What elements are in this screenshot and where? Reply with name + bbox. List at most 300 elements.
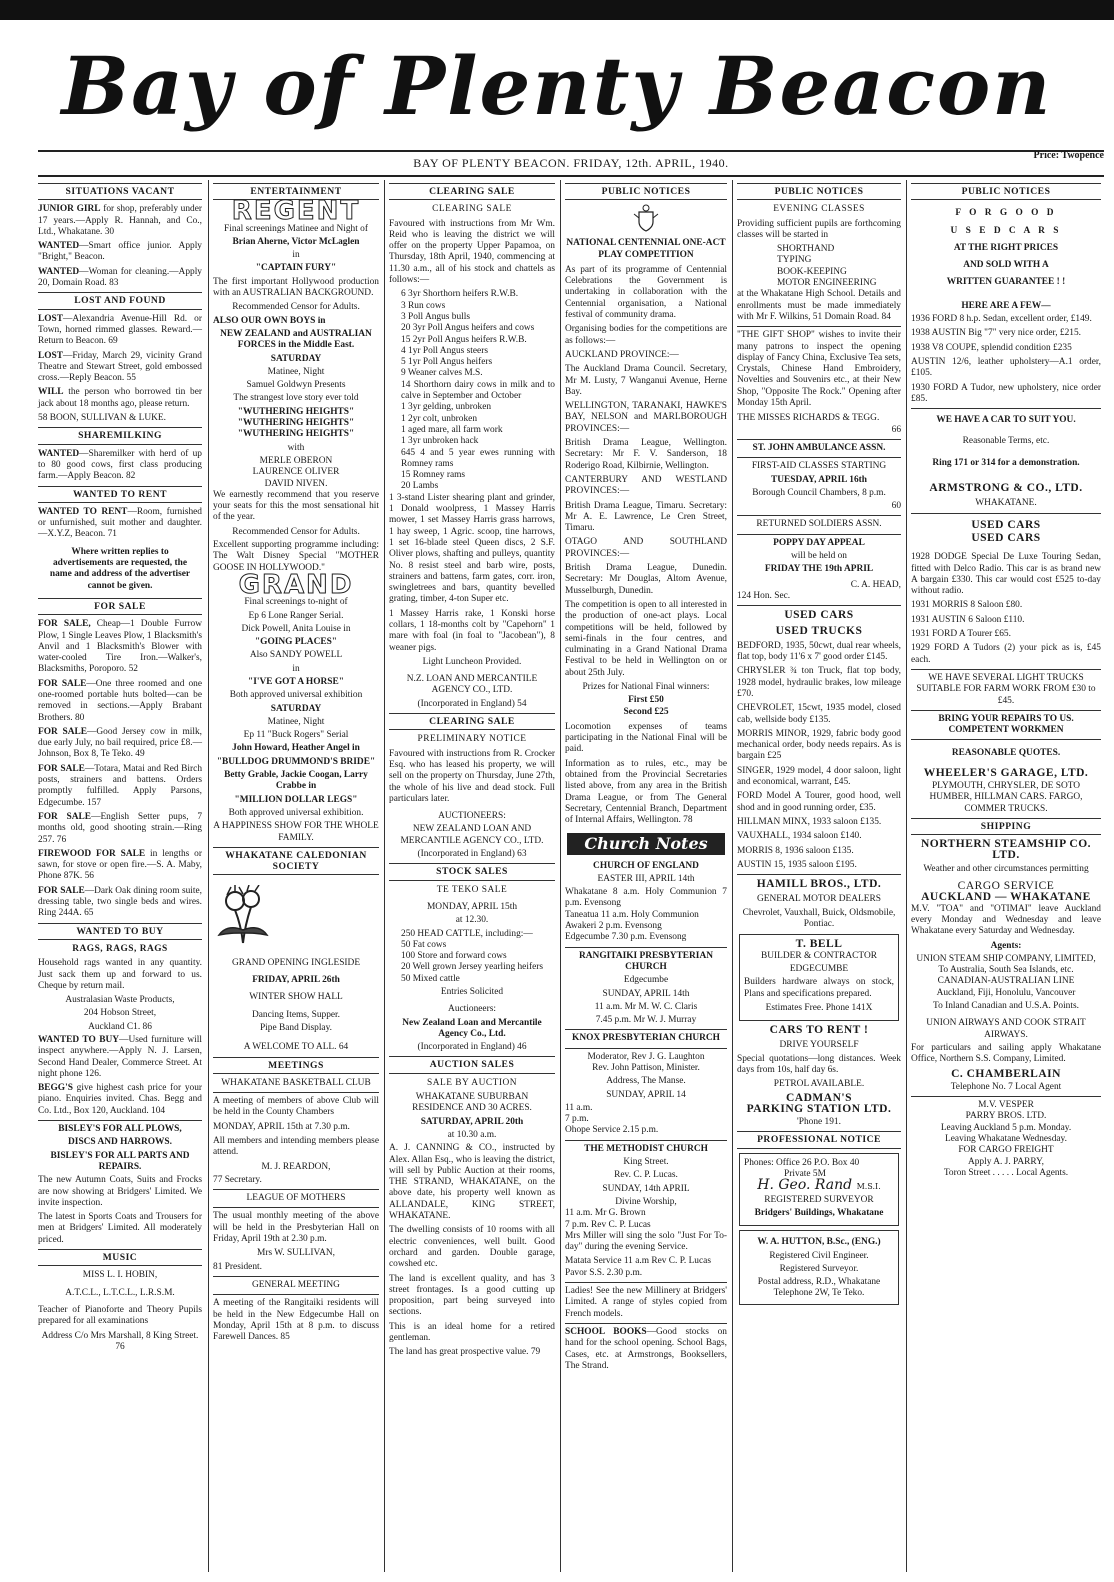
ad-headline: WRITTEN GUARANTEE ! ! [946, 277, 1066, 288]
classified-ad: FIREWOOD FOR SALE in lengths or sawn, for stove or open fire.—S. A. Maby, Phone 87K. 56 [38, 848, 202, 882]
ad-body: The new Autumn Coats, Suits and Frocks are now showing at Bridgers' Limited. We invite inspection. [38, 1175, 202, 1208]
ad-line: Ring 171 or 314 for a demonstration. [932, 457, 1080, 468]
church-line: King Street. [623, 1157, 669, 1168]
ad-headline: CARS TO RENT ! [769, 1024, 869, 1037]
teacher-name: MISS L. I. HOBIN, [82, 1270, 158, 1281]
classified-ad: FOR SALE—Totara, Matai and Red Birch posts, strainers and battens. Orders promptly fulfilled. Apply Parsons, Edgecumbe. 157 [38, 763, 203, 808]
regent-logo: REGENT [231, 196, 361, 227]
coat-of-arms-icon [631, 204, 661, 234]
ad-line: Both approved universal exhibition. [228, 807, 364, 818]
ad-line: GENERAL MOTOR DEALERS [757, 894, 881, 905]
ad-line: The first important Hollywood production with an AUSTRALIAN BACKGROUND. [213, 276, 379, 299]
ad-line: ALSO OUR OWN BOYS in [213, 315, 326, 326]
ad-line: WE HAVE SEVERAL LIGHT TRUCKS SUITABLE FOR FARM WORK FROM £30 to £45. [916, 672, 1096, 706]
notice-body: FIRST-AID CLASSES STARTING [751, 461, 887, 472]
reply-notice: Where written replies to advertisements are requested, the name and address of the advertiser cannot be given. [49, 546, 191, 591]
dealer-name: ARMSTRONG & CO., LTD. [929, 482, 1083, 495]
notice-signature: C. A. HEAD, [850, 579, 901, 590]
classified-ad: WANTED TO BUY—Used furniture will inspect anywhere.—Apply N. J. Larsen, Second Hand Dealer, Commerce Street. At night phone 126. [38, 1035, 202, 1079]
church-line: 11 a.m. [565, 1102, 593, 1113]
classified-ad: LOST—Alexandria Avenue-Hill Rd. or Town, horned rimmed glasses. Reward.—Return to Beacon. 69 [38, 313, 202, 347]
ad-line: Telephone No. 7 Local Agent [950, 1081, 1062, 1092]
notice-body: TUESDAY, APRIL 16th [771, 474, 867, 485]
list-item: 5 1yr Poll Angus heifers [401, 357, 493, 368]
surveyor-box [739, 1153, 899, 1226]
ad-line: Reasonable Terms, etc. [962, 436, 1050, 447]
ad-body: Ladies! See the new Millinery at Bridgers' Limited. A range of styles copied from French models. [565, 1286, 727, 1319]
ad-line: Leaving Whakatane Wednesday. [945, 1134, 1067, 1144]
section-header: LOST AND FOUND [38, 292, 202, 309]
ad-body: 1 Massey Harris rake, 1 Konski horse collars, 1 18-months colt by "Capehorn" 1 mare with foal (in foal to "Jacobean"), 8 weaner pigs. [389, 608, 555, 653]
business-name: CADMAN'S [786, 1091, 852, 1104]
ad-headline: U S E D C A R S [950, 225, 1062, 236]
classified-ad: SCHOOL BOOKS—Good stocks on hand for the school opening. School Bags, Cases, etc. at Armstrongs, Booksellers, The Strand. [565, 1326, 727, 1371]
dateline-rule [38, 175, 1104, 177]
car-listing: VAUXHALL, 1934 saloon £140. [737, 831, 862, 842]
church-line: EASTER III, APRIL 14th [597, 873, 695, 884]
ad-line: John Howard, Heather Angel in [232, 743, 360, 754]
church-line: 7.45 p.m. Mr W. J. Murray [595, 1015, 697, 1026]
notice-body: "THE GIFT SHOP" wishes to invite their many patrons to inspect the opening display of Fancy China, Exclusive Tea sets, Crystals, Chinese Hand Embroidery, Novelties and Souvenirs etc., at their New Shop, "Opposite The Rock." Opening after Monday 15th April. [737, 330, 901, 409]
ad-line: UNION AIRWAYS AND COOK STRAIT AIRWAYS. [926, 1018, 1086, 1040]
list-item: 250 HEAD CATTLE, including:— [401, 928, 533, 939]
church-line: Edgecumbe [623, 975, 669, 986]
list-item: 9 Weaner calves M.S. [401, 368, 483, 379]
top-border [0, 0, 1114, 20]
ad-body: M.V. "TOA" and "OTIMAI" leave Auckland every Monday and Wednesday and leave Whakatane every Saturday and Wednesday. [911, 903, 1101, 937]
ad-headline: WE HAVE A CAR TO SUIT YOU. [936, 415, 1076, 426]
ad-body: For particulars and sailing apply Whakatane Office, Northern S.S. Company, Limited. [911, 1042, 1101, 1065]
notice-body: All members and intending members please attend. [213, 1136, 379, 1158]
car-listing: 1928 DODGE Special De Luxe Touring Sedan, fitted with Delco Radio. This car is as brand new A bargain £330. This car would cost £525 to-day without radio. [911, 552, 1101, 597]
ad-line: M.V. VESPER [978, 1100, 1034, 1111]
section-header: CLEARING SALE [389, 713, 555, 730]
ad-line: Betty Grable, Jackie Coogan, Larry Crabbe in [224, 770, 368, 792]
ad-headline: USED TRUCKS [775, 624, 863, 637]
section-header: STOCK SALES [389, 863, 555, 880]
list-item: 6 3yr Shorthorn heifers R.W.B. [401, 289, 519, 300]
ad-line: GRAND OPENING INGLESIDE [231, 957, 361, 968]
notice-title: WHAKATANE BASKETBALL CLUB [221, 1077, 371, 1088]
classified-ad: FOR SALE—One three roomed and one one-roomed portable huts bolted—can be removed in sections.—Apply Brabant Brothers. 80 [38, 678, 202, 723]
ad-body: The land is excellent quality, and has 3 street frontages. Is a good cutting up proposition, part being surveyed into sections. [389, 1273, 555, 1318]
prize-line: Second £25 [623, 706, 669, 717]
builder-box [739, 934, 899, 1021]
ad-line: REASONABLE QUOTES. [951, 748, 1061, 759]
ad-body: Special quotations—long distances. Week days from 10s, half day 6s. [737, 1053, 901, 1075]
church-title: THE METHODIST CHURCH [584, 1143, 708, 1154]
ad-body: This is an ideal home for a retired gentleman. [389, 1321, 555, 1344]
ad-line: Recommended Censor for Adults. [232, 302, 360, 313]
notice-title: NATIONAL CENTENNIAL ONE-ACT PLAY COMPETITION [566, 238, 726, 260]
section-header: SITUATIONS VACANT [38, 183, 202, 200]
classified-ad: FOR SALE, Cheap—1 Double Furrow Plow, 1 Single Leaves Plow, 1 Blacksmith's Anvil and 1 Blacksmith's Blower with water-cooled Tire Iron.—Walker's, Blacksmiths, Poroporo. 52 [38, 619, 203, 675]
notice-body: Organising bodies for the competitions are as follows:— [565, 324, 727, 346]
ad-line: Ep 6 Lone Ranger Serial. [248, 610, 344, 621]
section-header: SHIPPING [911, 818, 1101, 835]
church-line: Edgecumbe 7.30 p.m. Evensong [565, 932, 687, 943]
car-listing: 1938 AUSTIN Big "7" very nice order, £215. [911, 328, 1082, 339]
dealer-name: WHEELER'S GARAGE, LTD. [923, 766, 1089, 779]
church-line: SUNDAY, APRIL 14 [606, 1089, 686, 1100]
ad-line: PETROL AVAILABLE. [773, 1079, 865, 1090]
ad-title: BISLEY'S FOR ALL PLOWS, [58, 1124, 182, 1135]
church-title: CHURCH OF ENGLAND [593, 860, 699, 871]
list-item: 645 4 and 5 year ewes running with Romney rams [401, 447, 555, 469]
church-line: Ohope Service 2.15 p.m. [565, 1125, 659, 1136]
ad-line: Dick Powell, Anita Louise in [241, 623, 351, 634]
ad-line: in [292, 250, 300, 261]
church-line: 7 p.m. Rev C. P. Lucas [565, 1219, 651, 1230]
notice-title: GENERAL MEETING [252, 1279, 340, 1290]
ad-line: (Incorporated in England) 63 [417, 849, 527, 860]
auctioneer-name: New Zealand Loan and Mercantile Agency Co., Ltd. [402, 1017, 542, 1039]
ad-line: Matinee, Night [267, 366, 325, 377]
list-item: 1 aged mare, all farm work [401, 424, 503, 435]
notice-title: RETURNED SOLDIERS ASSN. [756, 519, 882, 530]
ad-address: Auckland C1. 86 [88, 1021, 152, 1032]
ad-line: Also SANDY POWELL [249, 650, 343, 661]
ad-body: The land has great prospective value. 79 [389, 1347, 541, 1358]
ad-line: Brian Aherne, Victor McLaglen [232, 236, 360, 247]
classified-ad: WANTED—Smart office junior. Apply "Bright," Beacon. [38, 241, 202, 263]
ad-line: WHAKATANE. [975, 498, 1037, 509]
list-item: SHORTHAND [777, 244, 835, 255]
section-header: PUBLIC NOTICES [737, 183, 901, 200]
notice-body: British Drama League, Wellington. Secretary: Mr F. V. Sanderson, 18 Roderigo Road, Kilbirnie, Wellington. [565, 438, 727, 471]
church-line: Whakatane 8 a.m. Holy Communion 7 p.m. Evensong [565, 887, 727, 909]
column-entertainment [208, 180, 383, 1572]
section-header: PUBLIC NOTICES [565, 183, 727, 200]
ad-line: (Incorporated in England) 46 [417, 1042, 527, 1053]
ad-line: Estimates Free. Phone 141X [765, 1002, 873, 1013]
section-header: WHAKATANE CALEDONIAN SOCIETY [213, 847, 379, 876]
film-title: "I'VE GOT A HORSE" [248, 676, 344, 687]
ad-line: Pipe Band Display. [259, 1022, 333, 1033]
film-title: "WUTHERING HEIGHTS" [237, 406, 355, 417]
ad-line: SATURDAY [270, 703, 322, 714]
church-line: 7 p.m. [565, 1114, 589, 1125]
notice-signature: THE MISSES RICHARDS & TEGG. [737, 413, 880, 424]
ad-line: MONDAY, APRIL 15th [426, 901, 518, 912]
ad-body: Builders hardware always on stock, Plans and specifications prepared. [744, 977, 894, 999]
car-listing: AUSTIN 12/6, leather upholstery—A.1 order, £105. [911, 356, 1101, 379]
list-item: 20 Lambs [401, 481, 439, 492]
car-listing: 1930 FORD A Tudor, new upholstery, nice order £85. [911, 382, 1101, 404]
ad-line: (Incorporated in England) 54 [417, 698, 527, 709]
ad-line: We earnestly recommend that you reserve your seats for this the most sensational hit of the year. [213, 489, 379, 523]
notice-body: The competition is open to all interested in the production of one-act plays. Local competitions will be held, followed by semi-finals in the four centres, and culminating in a Grand National Drama Festival to be held in Wellington on or about 25th July. [565, 599, 727, 678]
notice-body: Locomotion expenses of teams participating in the National Final will be paid. [565, 721, 727, 755]
section-header: FOR SALE [38, 598, 202, 615]
classified-ad: FOR SALE—Dark Oak dining room suite, dressing table, two single beds and wires. Ring 244A. 65 [38, 885, 202, 919]
ad-headline: AND SOLD WITH A [963, 260, 1049, 271]
ad-headline: CARGO SERVICE [957, 880, 1055, 893]
cast-name: LAURENCE OLIVER [252, 467, 340, 478]
section-header: WANTED TO RENT [38, 486, 202, 503]
church-line: Rev. John Pattison, Minister. [592, 1063, 700, 1073]
section-header: AUCTION SALES [389, 1056, 555, 1073]
ad-line: UNION STEAM SHIP COMPANY, LIMITED, [916, 953, 1096, 964]
stock-list [401, 289, 555, 492]
builder-name: T. BELL [795, 938, 843, 951]
section-header: WANTED TO BUY [38, 923, 202, 940]
ad-title: SALE BY AUCTION [427, 1077, 517, 1088]
ad-line: A HAPPINESS SHOW FOR THE WHOLE FAMILY. [213, 821, 379, 843]
ad-line: To Inland Canadian and U.S.A. Points. [933, 1001, 1079, 1012]
list-item: TYPING [777, 255, 812, 266]
ad-line: Auctioneers: [448, 1004, 496, 1015]
section-header: CLEARING SALE [389, 183, 555, 200]
classified-ad: WANTED—Sharemilker with herd of up to 80 good cows, first class producing farm.—Apply Beacon. 82 [38, 448, 202, 482]
notice-body: Prizes for National Final winners: [582, 681, 710, 692]
cast-name: MERLE OBERON [259, 455, 333, 466]
masthead-rule [38, 150, 1104, 152]
car-listing: CHRYSLER ¾ ton Truck, flat top body, 1928 model, hydraulic brakes, low mileage £70. [737, 666, 901, 699]
ad-line: Ep 11 "Buck Rogers" Serial [243, 730, 349, 741]
ad-line: with [287, 442, 305, 453]
ad-title: BISLEY'S FOR ALL PARTS AND REPAIRS. [50, 1150, 190, 1172]
church-notes-banner: Church Notes [567, 833, 725, 855]
price-label: Price: Twopence [1033, 150, 1104, 161]
church-line: Address, The Manse. [606, 1076, 686, 1087]
notice-body: WELLINGTON, TARANAKI, HAWKE'S BAY, NELSON and MARLBOROUGH PROVINCES:— [565, 401, 727, 434]
ad-title: RAGS, RAGS, RAGS [72, 943, 168, 954]
engineer-box [739, 1230, 899, 1304]
dateline [38, 150, 1104, 174]
film-title: "BULLDOG DRUMMOND'S BRIDE" [216, 756, 376, 767]
notice-title: ST. JOHN AMBULANCE ASSN. [752, 442, 886, 453]
car-listing: 1931 MORRIS 8 Saloon £80. [911, 600, 1023, 611]
ad-line: REGISTERED SURVEYOR [764, 1194, 874, 1205]
surveyor-signature: H. Geo. Rand M.S.I. [757, 1177, 881, 1194]
ad-headline: USED CARS [784, 609, 854, 622]
ad-body: Favoured with instructions from Mr Wm. Reid who is leaving the district we will offer on the property Upper Papamoa, on Thursday, 18th April, 1940, commencing at 11.30 a.m., all of his stock and chattels as follows:— [389, 218, 555, 286]
car-listing: MORRIS 8, 1936 saloon £135. [737, 845, 854, 856]
ad-line: Registered Civil Engineer. [769, 1250, 869, 1261]
notice-body: The usual monthly meeting of the above will be held in the Presbyterian Hall on Friday, April 19th at 2.30 p.m. [213, 1211, 379, 1245]
notice-body: will be held on [791, 551, 847, 562]
notice-signature: Mrs W. SULLIVAN, [257, 1248, 335, 1259]
ad-line: BUILDER & CONTRACTOR [761, 950, 877, 961]
ad-line: Light Luncheon Provided. [422, 656, 522, 667]
ad-line: CANADIAN-AUSTRALIAN LINE [937, 976, 1075, 987]
classified-ad: FOR SALE—English Setter pups, 7 months old, good shooting strain.—Ring 257. 76 [38, 811, 203, 845]
church-line: Divine Worship, [615, 1196, 677, 1207]
column-notices-cars [732, 180, 905, 1572]
business-name: PARKING STATION LTD. [746, 1102, 892, 1115]
ad-line: Recommended Censor for Adults. [232, 526, 360, 537]
ad-line: WINTER SHOW HALL [249, 992, 343, 1003]
film-title: "MILLION DOLLAR LEGS" [234, 794, 358, 805]
notice-signature: 66 [891, 424, 901, 435]
ad-title: CLEARING SALE [432, 204, 512, 215]
car-list [911, 314, 1101, 405]
notice-body: at the Whakatane High School. Details and enrollments must be made immediately with Mr F. Wilkins, 51 Domain Road. 84 [737, 289, 901, 322]
notice-body: Borough Council Chambers, 8 p.m. [752, 487, 886, 498]
ad-line: Dancing Items, Supper. [251, 1009, 340, 1020]
ad-line: Samuel Goldwyn Presents [246, 380, 346, 391]
ad-line: Final screenings Matinee and Night of [224, 223, 368, 234]
ad-line: Matinee, Night [267, 716, 325, 727]
ad-title: DISCS AND HARROWS. [68, 1137, 172, 1148]
classified-ad: FOR SALE—Good Jersey cow in milk, due early July, no bail required, price £8.—Johnson, Box 8, Te Teko. 49 [38, 726, 202, 760]
notice-title: EVENING CLASSES [773, 204, 865, 215]
list-item: 1 2yr colt, unbroken [401, 413, 478, 424]
ad-body: The dwelling consists of 10 rooms with all electric conveniences, well built. Good orchard and garden. Double garage, cowshed etc. [389, 1225, 555, 1270]
section-header: ENTERTAINMENT [213, 183, 379, 200]
ad-line: Auckland, Fiji, Honolulu, Vancouver [936, 987, 1076, 998]
film-title: "WUTHERING HEIGHTS" [237, 429, 355, 440]
ad-line: at 12.30. [455, 915, 489, 926]
notice-body: CANTERBURY AND WESTLAND PROVINCES:— [565, 474, 727, 497]
ad-address: 204 Hobson Street, [83, 1008, 157, 1019]
notice-body: The Auckland Drama Council. Secretary, Mr M. Lusty, 7 Wanganui Avenue, Herne Bay. [565, 364, 727, 397]
ad-line: Weather and other circumstances permitting [923, 863, 1089, 874]
ad-line: Final screenings to-night of [244, 597, 348, 608]
masthead-title: Bay of Plenty Beacon [61, 39, 1053, 133]
ad-line: at 10.30 a.m. [447, 1129, 497, 1140]
list-item: MOTOR ENGINEERING [777, 278, 877, 289]
list-item: BOOK-KEEPING [777, 266, 847, 277]
car-listing: AUSTIN 15, 1935 saloon £195. [737, 859, 857, 870]
notice-body: FRIDAY THE 19th APRIL [764, 564, 874, 575]
church-line: Mrs Miller will sing the solo "Just For To-day" during the evening Service. [565, 1230, 727, 1253]
list-item: 3 Poll Angus bulls [401, 311, 471, 322]
notice-body: British Drama League, Dunedin. Secretary: Mr Douglas, Altom Avenue, Musselburgh, Dunedin. [565, 563, 727, 596]
dealer-name: HAMILL BROS., LTD. [756, 878, 882, 891]
ad-line: in [292, 663, 300, 674]
car-listing: BEDFORD, 1935, 50cwt, dual rear wheels, flat top, body 11'6 x 7' good order £145. [737, 640, 901, 663]
auctioneer-name: NEW ZEALAND LOAN AND MERCANTILE AGENCY CO., LTD. [400, 824, 544, 846]
ad-line: PLYMOUTH, CHRYSLER, DE SOTO HUMBER, HILLMAN CARS. FARGO, COMMER TRUCKS. [929, 780, 1083, 814]
church-line: SUNDAY, 14th APRIL [602, 1183, 690, 1194]
ad-line: FRIDAY, APRIL 26th [252, 975, 340, 986]
list-item: 100 Store and forward cows [401, 951, 507, 962]
page-columns [34, 180, 1106, 1572]
class-list [777, 244, 901, 289]
list-item: 4 1yr Poll Angus steers [401, 345, 488, 356]
classified-ad: JUNIOR GIRL for shop, preferably under 17 years.—Apply R. Hannah, and Co., Ltd., Whakatane. 30 [38, 204, 202, 237]
ad-line: DRIVE YOURSELF [779, 1040, 859, 1051]
dateline-text: BAY OF PLENTY BEACON. FRIDAY, 12th. APRIL, 1940. [413, 156, 729, 170]
list-item: 1 3yr gelding, unbroken [401, 402, 492, 413]
church-line: Awakeri 2 p.m. Evensong [565, 921, 662, 932]
grand-logo: GRAND [238, 569, 354, 600]
car-listing: SINGER, 1929 model, 4 door saloon, light and economical, warrant, £45. [737, 765, 901, 788]
list-item: 15 2yr Poll Angus heifers R.W.B. [401, 334, 527, 345]
list-item: 3 Run cows [401, 300, 446, 311]
column-public-notices [560, 180, 731, 1572]
ad-line: AUCTIONEERS: [438, 811, 506, 822]
list-item: 14 Shorthorn dairy cows in milk and to calve in September and October [401, 379, 555, 402]
notice-body: Information as to rules, etc., may be obtained from the Provincial Secretaries listed above, from any area in the British Drama League, or from The General Secretary, Centennial Branch, Department of Internal Affairs, Wellington. 78 [565, 758, 727, 826]
notice-signature: 124 Hon. Sec. [737, 590, 791, 601]
church-title: RANGITAIKI PRESBYTERIAN CHURCH [579, 950, 713, 972]
church-line: Taneatua 11 a.m. Holy Communion [565, 909, 699, 920]
church-line: 11 a.m. Mr M. W. C. Claris [594, 1001, 698, 1012]
car-listing: MORRIS MINOR, 1929, fabric body good mechanical order, body needs repairs. As is bargain £25 [737, 728, 901, 762]
church-line: Rev. C. P. Lucas. [614, 1170, 678, 1181]
car-listing: CHEVROLET, 15cwt, 1935 model, closed cab, wellside body £135. [737, 703, 901, 725]
notice-body: British Drama League, Timaru. Secretary: Mr A. E. Lawrence, Le Cren Street, Timaru. [565, 500, 727, 534]
ad-headline: F O R G O O D [955, 208, 1057, 219]
classified-ad: LOST—Friday, March 29, vicinity Grand Theatre and Stewart Street, gold embossed cross.—Reply Beacon. 55 [38, 350, 202, 384]
church-title: KNOX PRESBYTERIAN CHURCH [572, 1033, 720, 1044]
thistle-icon [213, 885, 273, 945]
ad-body: Teacher of Pianoforte and Theory Pupils prepared for all examinations [38, 1304, 202, 1327]
church-line: SUNDAY, APRIL 14th [602, 988, 690, 999]
ad-line: Toron Street . . . . . Local Agents. [943, 1167, 1069, 1178]
car-listing: FORD Model A Tourer, good hood, well shod and in good running order, £35. [737, 791, 901, 813]
notice-body: MONDAY, APRIL 15th at 7.30 p.m. [213, 1121, 350, 1132]
car-listing: 1929 FORD A Tudors (2) your pick as is, £45 each. [911, 643, 1101, 665]
car-listing: 1936 FORD 8 h.p. Sedan, excellent order, £149. [911, 314, 1092, 325]
ad-body: Household rags wanted in any quantity. Just sack them up and forward to us. Cheque by return mail. [38, 958, 202, 991]
ad-body: The latest in Sports Coats and Trousers for men at Bridgers' Limited. All moderately priced. [38, 1212, 202, 1245]
ad-line: Postal address, R.D., Whakatane [757, 1277, 881, 1288]
church-line: 11 a.m. Mr G. Brown [565, 1208, 646, 1219]
ad-line: Registered Surveyor. [779, 1263, 859, 1274]
notice-signature: M. J. REARDON, [261, 1161, 331, 1172]
ad-line: The strangest love story ever told [233, 393, 359, 404]
ad-headline: USED CARS [971, 518, 1041, 531]
car-listing: 1938 V8 COUPE, splendid condition £235 [911, 342, 1072, 353]
teacher-qualifications: A.T.C.L., L.T.C.L., L.R.S.M. [65, 1287, 175, 1298]
ad-line: Bridgers' Buildings, Whakatane [754, 1207, 884, 1218]
film-title: "WUTHERING HEIGHTS" [237, 418, 355, 429]
ad-body: 1 3-stand Lister shearing plant and grinder, 1 Donald woolpress, 1 Massey Harris mower, 1 set Massey Harris grass harrows, 1 hay sweep, 1 Agric. scoop, tine harrows, 1 set 16-blade steel Queen discs, 2 S.F. Oliver plows, shafting and pulleys, quantity No. 8 resist steel and barb wire, posts, strainers and battens, farm gates, corr. iron, swingletrees and bars, quantity bevelled grating, timber, 4-ton Super etc. [389, 492, 555, 605]
car-listing: 1931 AUSTIN 6 Saloon £110. [911, 614, 1025, 625]
ad-line: Excellent supporting programme including: The Walt Disney Special "MOTHER GOOSE IN HOLLYWOOD." [213, 540, 379, 573]
list-item: 20 3yr Poll Angus heifers and cows [401, 323, 535, 334]
car-list [737, 641, 901, 871]
ad-line: Both approved universal exhibition [229, 690, 363, 701]
notice-body: OTAGO AND SOUTHLAND PROVINCES:— [565, 537, 727, 559]
notice-body: AUCKLAND PROVINCE:— [565, 349, 679, 360]
film-title: "CAPTAIN FURY" [255, 263, 337, 274]
car-list [911, 552, 1101, 666]
ad-line: HERE ARE A FEW— [961, 300, 1051, 311]
ad-line: SATURDAY [270, 353, 322, 364]
column-classifieds [34, 180, 206, 1572]
ad-headline: AT THE RIGHT PRICES [953, 242, 1059, 253]
ad-line: Apply A. J. PARRY, [967, 1156, 1045, 1167]
ad-line: Chevrolet, Vauxhall, Buick, Oldsmobile, Pontiac. [742, 907, 896, 930]
notice-title: LEAGUE OF MOTHERS [246, 1193, 346, 1204]
ad-line: NEW ZEALAND and AUSTRALIAN FORCES in the Middle East. [220, 328, 372, 351]
notice-body: Providing sufficient pupils are forthcoming classes will be started in [737, 218, 901, 240]
section-header: MUSIC [38, 1249, 202, 1266]
section-header: PROFESSIONAL NOTICE [737, 1131, 901, 1148]
ad-line: WHAKATANE SUBURBAN RESIDENCE AND 30 ACRES. [412, 1092, 532, 1114]
church-line: Matata Service 11 a.m Rev C. P. Lucas [565, 1256, 711, 1267]
notice-body: A meeting of members of above Club will be held in the County Chambers [213, 1096, 379, 1118]
notice-body: As part of its programme of Centennial Celebrations the Government is undertaking in collaboration with the Centennial organisation, a National festival of community drama. [565, 264, 727, 321]
ad-line: To Australia, South Sea Islands, etc. [938, 965, 1074, 976]
notice-body: 60 [891, 501, 901, 512]
ad-title: TE TEKO SALE [436, 884, 508, 895]
ad-address: Address C/o Mrs Marshall, 8 King Street. 76 [41, 1330, 199, 1352]
prize-line: First £50 [628, 695, 664, 706]
car-listing: HILLMAN MINX, 1933 saloon £135. [737, 816, 882, 827]
ad-signature: 58 BOON, SULLIVAN & LUKE. [38, 413, 166, 424]
auctioneer-name: N.Z. LOAN AND MERCANTILE AGENCY CO., LTD. [406, 674, 538, 696]
stock-list [401, 929, 555, 985]
column-cars-shipping [906, 180, 1105, 1572]
classified-ad: WANTED—Woman for cleaning.—Apply 20, Domain Road. 83 [38, 266, 202, 289]
notice-signature: 77 Secretary. [213, 1174, 262, 1185]
